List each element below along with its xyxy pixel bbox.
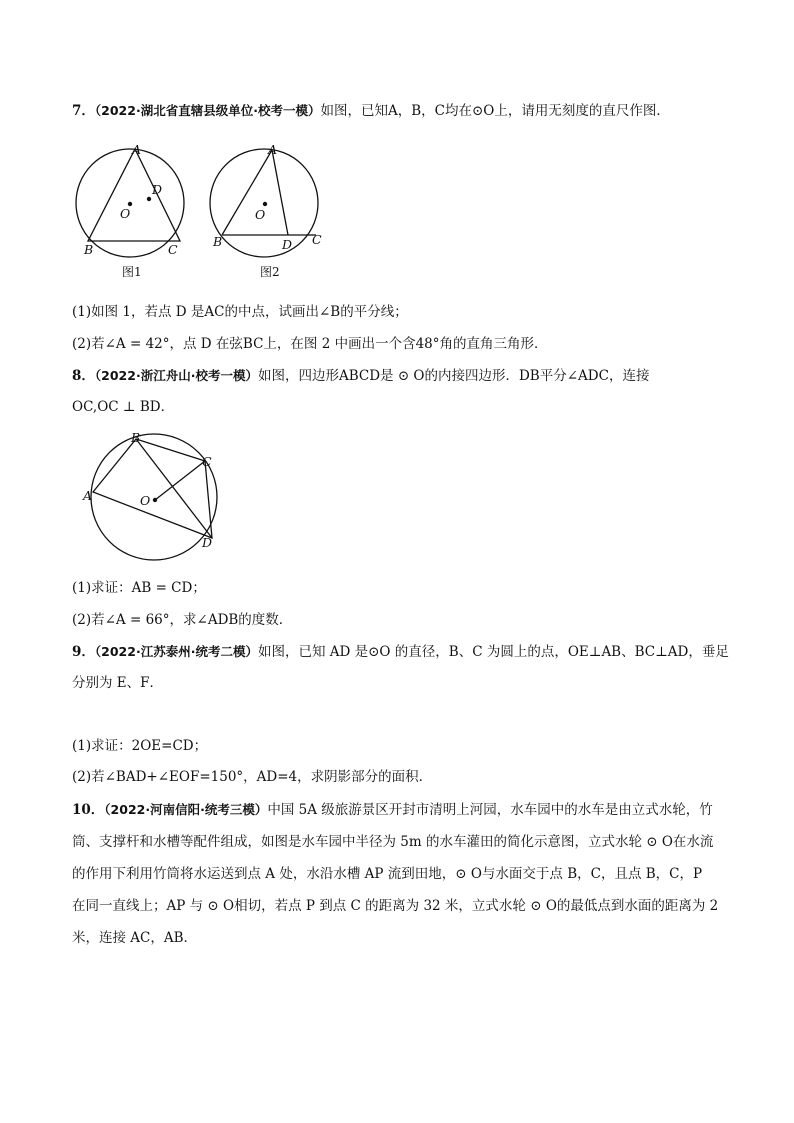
label-b: B [131,430,141,445]
label-o: O [120,206,131,221]
q10-stem [72,800,713,820]
q9-part2: (2)若∠BAD+∠EOF=150°，AD=4，求阴影部分的面积． [72,769,433,785]
label-d: D [202,535,213,550]
q8-part1: (1)求证：AB = CD； [72,580,206,596]
fig2-caption: 图2 [260,265,280,279]
q8-figure [80,428,230,558]
q7-part2: (2)若∠A = 42°，点 D 在弦BC上，在图 2 中画出一个含48°角的直角三角形． [72,336,548,352]
q7-source: （2022·湖北省直辖县级单位·校考一模） [94,103,321,118]
label-d: D [152,182,163,197]
q9-part1: (1)求证：2OE=CD； [72,738,208,754]
quadrilateral-abcd [93,439,212,538]
q9-number: 9． [72,644,95,660]
q8-part2: (2)若∠A = 66°，求∠ADB的度数． [72,612,293,628]
segment-oc [155,461,205,500]
q8-source: （2022·浙江舟山·校考一模） [94,368,258,383]
q10-line-2: 筒、支撑杆和水槽等配件组成，如图是水车园中半径为 5m 的水车灌田的简化示意图，立式水轮 ⊙ O在水流 [72,834,714,850]
label-b: B [84,242,94,257]
fig1-caption: 图1 [122,265,142,279]
q7-number: 7． [72,103,95,119]
label-o: O [140,493,151,508]
label-a: A [132,142,142,157]
label-d: D [282,237,293,252]
label-b: B [213,234,223,249]
q7-stem [72,101,670,121]
q9-stem-cont: 分别为 E、F． [72,675,164,691]
q10-line-5: 米，连接 AC，AB． [72,930,198,946]
label-a: A [268,142,278,157]
segment-ad [272,150,288,235]
q8-number: 8． [72,368,95,384]
q7-text: 如图，已知A，B，C均在⊙O上，请用无刻度的直尺作图． [320,103,670,119]
center-dot [263,202,267,206]
q9-stem [72,642,729,662]
segment-ab [222,150,272,235]
q10-line-3: 的作用下利用竹筒将水运送到点 A 处，水沿水槽 AP 流到田地，⊙ O与水面交于点 B，C，且点 B，C，P [72,866,703,882]
label-c: C [202,454,212,469]
q10-line-1: 中国 5A 级旅游景区开封市清明上河园，水车园中的水车是由立式水轮，竹 [267,802,713,818]
q8-text: 如图，四边形ABCD是 ⊙ O的内接四边形．DB平分∠ADC，连接 [257,368,650,384]
q8-stem-cont: OC,OC ⊥ BD． [72,399,175,415]
q7-part1: (1)如图 1，若点 D 是AC的中点，试画出∠B的平分线； [72,304,408,320]
q9-text: 如图，已知 AD 是⊙O 的直径，B、C 为圆上的点，OE⊥AB、BC⊥AD，垂足 [257,644,729,660]
point-d-dot [147,197,151,201]
label-o: O [255,207,266,222]
q9-source: （2022·江苏泰州·统考二模） [94,644,258,659]
q10-source: （2022·河南信阳·统考三模） [104,802,268,817]
circle-o [91,434,217,560]
label-c: C [168,242,178,257]
label-a: A [83,488,93,503]
label-c: C [312,232,322,247]
q7-figure-1 [74,140,194,280]
q10-line-4: 在同一直线上；AP 与 ⊙ O相切，若点 P 到点 C 的距离为 32 米，立式水轮 ⊙ O的最低点到水面的距离为 2 [72,898,719,914]
q8-stem [72,366,649,386]
q10-number: 10． [72,802,105,818]
center-dot [153,498,157,502]
q7-figure-2 [208,140,338,280]
